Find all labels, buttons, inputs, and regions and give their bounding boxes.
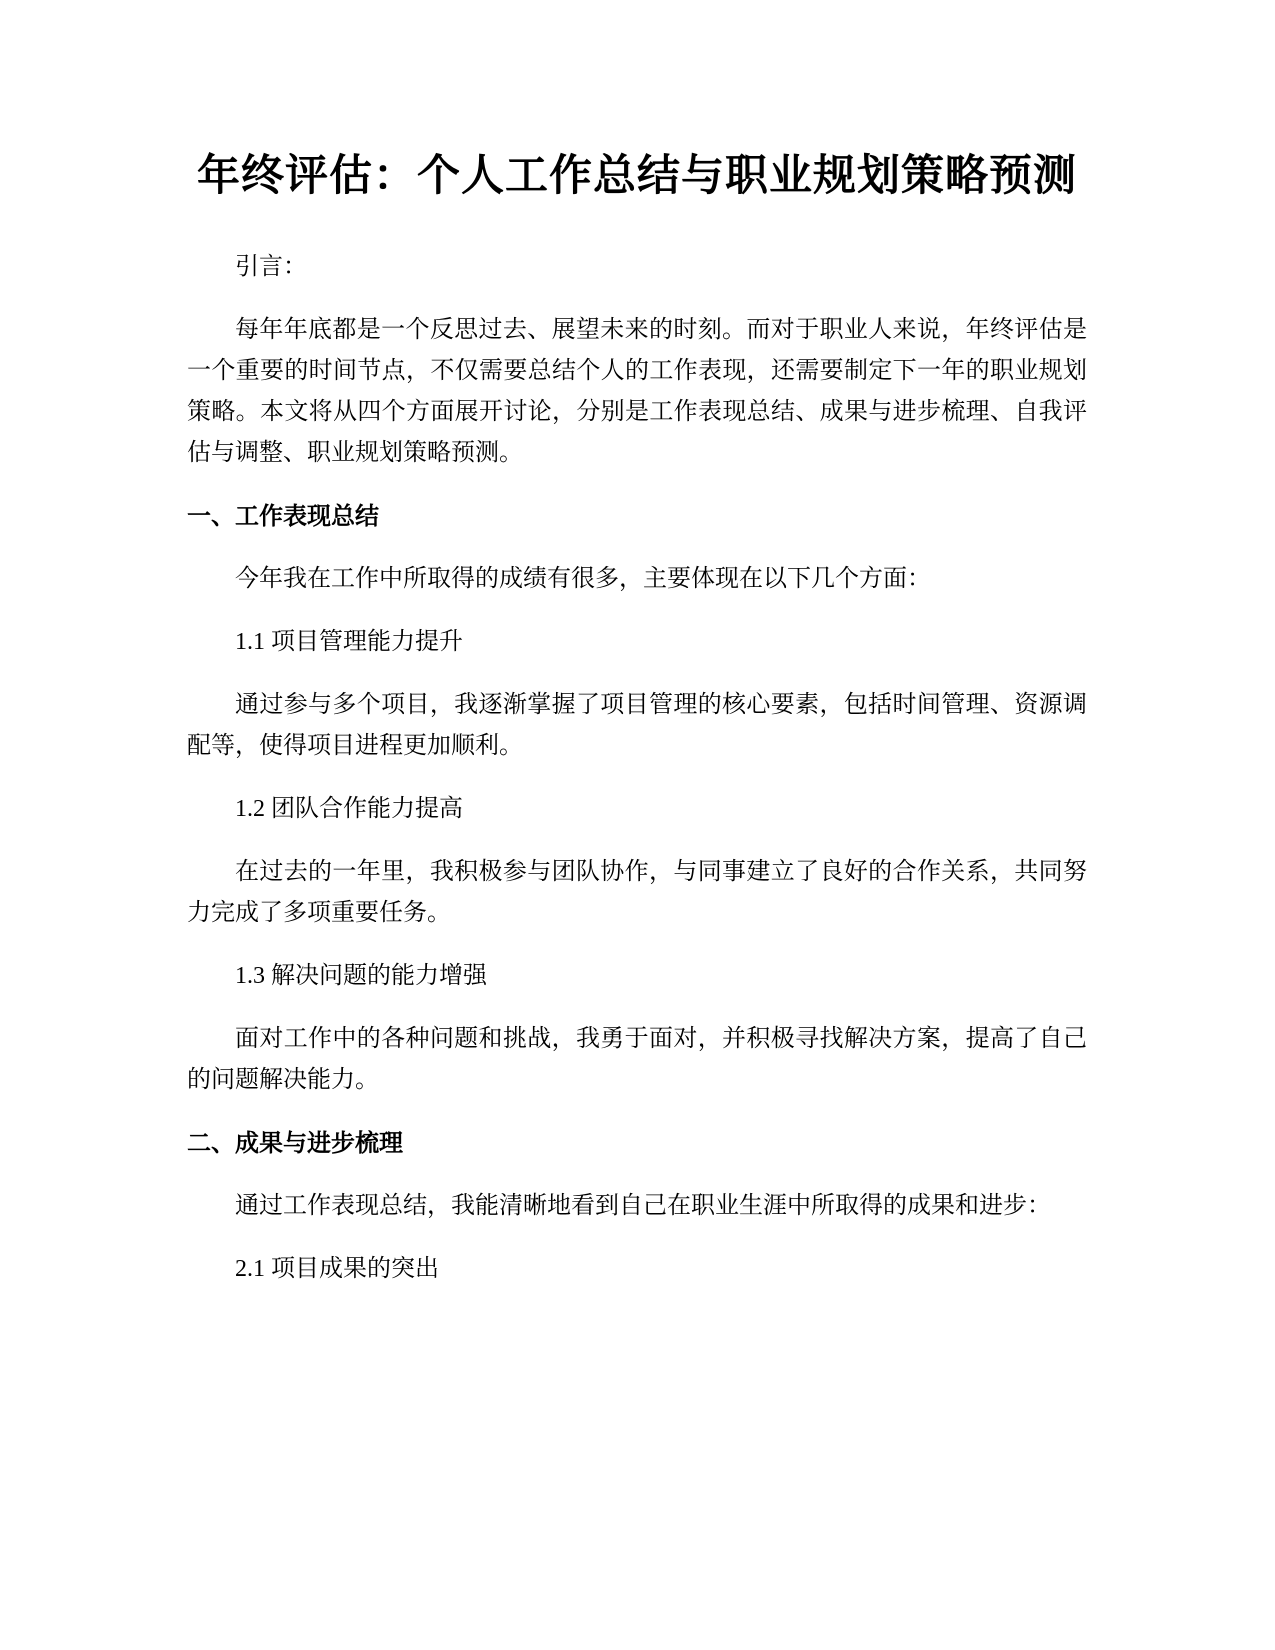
subsection-1-3-title: 1.3 解决问题的能力增强 <box>235 963 487 989</box>
subsection-1-2-body: 在过去的一年里，我积极参与团队协作，与同事建立了良好的合作关系，共同努力完成了多项重要任务。 <box>187 859 1087 926</box>
subsection-1-2-title: 1.2 团队合作能力提高 <box>235 796 463 822</box>
subsection-1-1-body: 通过参与多个项目，我逐渐掌握了项目管理的核心要素，包括时间管理、资源调配等，使得项目进程更加顺利。 <box>187 692 1087 759</box>
section-1-lead: 今年我在工作中所取得的成绩有很多，主要体现在以下几个方面： <box>235 566 931 592</box>
subsection-1-3-body: 面对工作中的各种问题和挑战，我勇于面对，并积极寻找解决方案，提高了自己的问题解决能力。 <box>187 1026 1087 1093</box>
intro-label: 引言： <box>235 254 307 280</box>
section-2-lead: 通过工作表现总结，我能清晰地看到自己在职业生涯中所取得的成果和进步： <box>235 1193 1051 1219</box>
intro-paragraph: 每年年底都是一个反思过去、展望未来的时刻。而对于职业人来说，年终评估是一个重要的时间节点，不仅需要总结个人的工作表现，还需要制定下一年的职业规划策略。本文将从四个方面展开讨论，分别是工作表现总结、成果与进步梳理、自我评估与调整、职业规划策略预测。 <box>187 317 1087 466</box>
section-2-heading: 二、成果与进步梳理 <box>187 1130 403 1157</box>
document-title: 年终评估：个人工作总结与职业规划策略预测 <box>197 152 1077 200</box>
section-1-heading: 一、工作表现总结 <box>187 503 379 530</box>
document-page <box>187 140 1087 1312</box>
subsection-2-1-title: 2.1 项目成果的突出 <box>235 1256 439 1282</box>
subsection-1-1-title: 1.1 项目管理能力提升 <box>235 629 463 655</box>
